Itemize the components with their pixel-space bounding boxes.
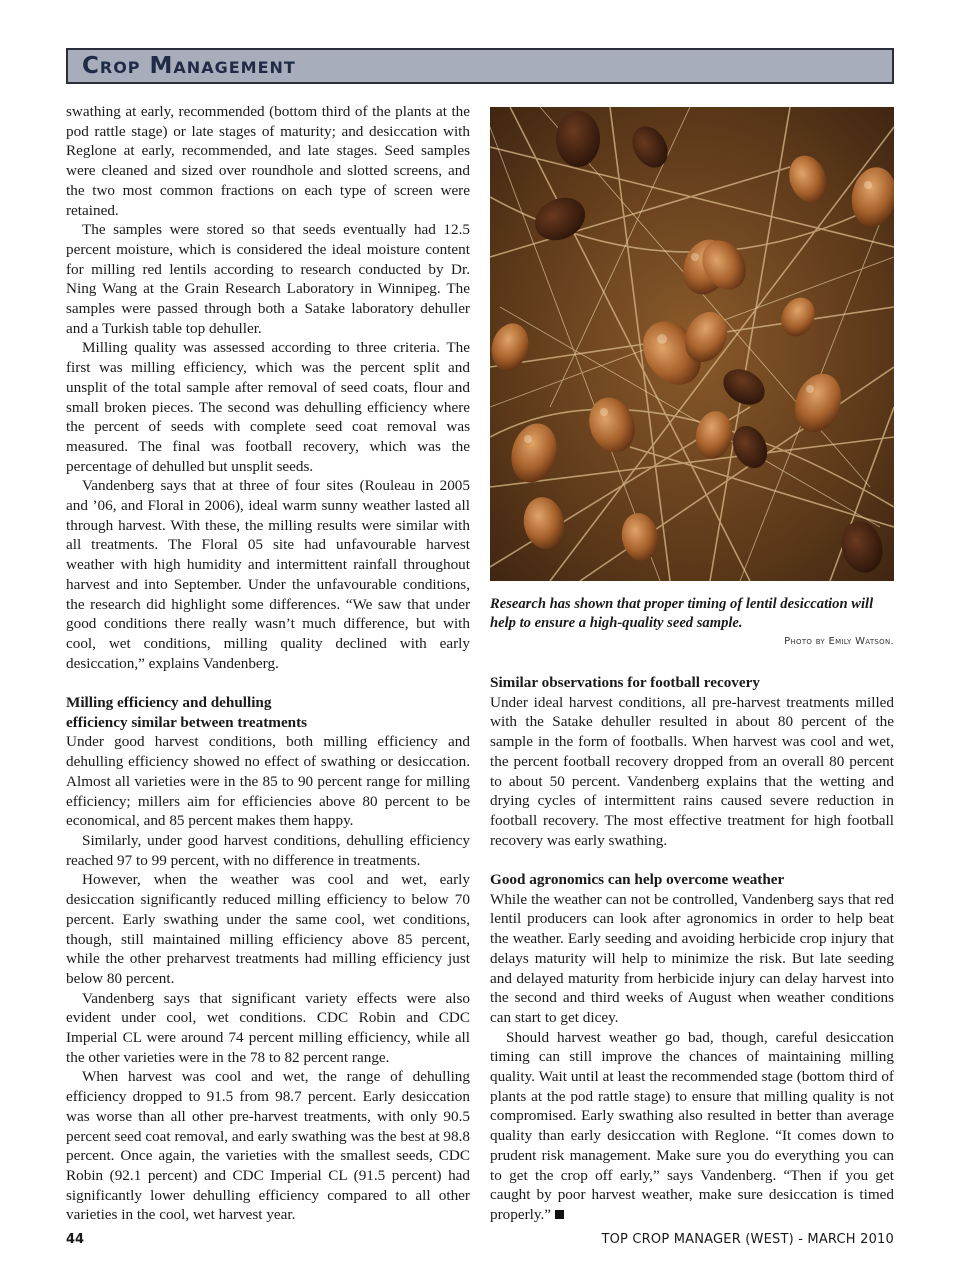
section-banner (66, 48, 894, 84)
paragraph: Vandenberg says that at three of four sites (Rouleau in 2005 and ’06, and Floral in 2006), ideal warm sunny weather lasted all through harvest. With these, the milling results were similar with all treatments. The Floral 05 site had unfavourable harvest weather with high humidity and intermittent rainfall throughout harvest and into September. Under the unfavourable conditions, the research did highlight some differences. “We saw that under good conditions there really wasn’t much difference, but with cool, wet conditions, milling quality declined with early desiccation,” explains Vandenberg. (66, 477, 470, 672)
paragraph: Milling quality was assessed according to three criteria. The first was milling efficiency, which was the percent split and unsplit of the total sample after removal of seed coats, flour and small broken pieces. The second was dehulling efficiency where the percent of seeds with complete seed coat removal was measured. The final was football recovery, which was the percentage of dehulled but unsplit seeds. (66, 339, 470, 475)
paragraph: swathing at early, recommended (bottom third of the plants at the pod rattle stage) or late stages of maturity; and desiccation with Reglone at early, recommended, and late stages. Seed samples were cleaned and sized over roundhole and slotted screens, and the two most common fractions on each type of screen were retained. (66, 103, 470, 219)
subheading-good-agronomics: Good agronomics can help overcome weather (490, 871, 785, 889)
paragraph: Similarly, under good harvest conditions, dehulling efficiency reached 97 to 99 percent, with no difference in treatments. (66, 832, 470, 869)
paragraph: The samples were stored so that seeds eventually had 12.5 percent moisture, which is considered the ideal moisture content for milling red lentils according to research conducted by Dr. Ning Wang at the Grain Research Laboratory in Winnipeg. The samples were passed through both a Satake laboratory dehuller and a Turkish table top dehuller. (66, 221, 470, 337)
section-title: Crop Management (82, 53, 296, 79)
paragraph: When harvest was cool and wet, the range of dehulling efficiency dropped to 91.5 from 98.7 percent. Early desiccation was worse than all other pre-harvest treatments, with only 90.5 percent seed coat removal, and early swathing was the best at 98.8 percent. Once again, the varieties with the smallest seeds, CDC Robin (92.1 percent) and CDC Imperial CL (91.5 percent) had significantly lower dehulling efficiency compared to all other varieties in the cool, wet harvest year. (66, 1068, 470, 1224)
photo-credit: Photo by Emily Watson. (784, 636, 894, 647)
page-number: 44 (66, 1232, 85, 1247)
paragraph: Under ideal harvest conditions, all pre-harvest treatments milled with the Satake dehuller resulted in about 80 percent of the sample in the form of footballs. When harvest was cool and wet, the percent football recovery dropped from an overall 80 percent to about 50 percent. Vandenberg explains that the wetting and drying cycles of intermittent rains caused severe reduction in football recovery. The most effective treatment for high football recovery was early swathing. (490, 693, 894, 849)
subheading-football-recovery: Similar observations for football recovery (490, 674, 760, 691)
photo-caption: Research has shown that proper timing of lentil desiccation will help to ensure a high-quality seed sample. (490, 596, 874, 631)
end-of-article-mark (555, 1210, 564, 1219)
paragraph: While the weather can not be controlled, Vandenberg says that red lentil producers can look after agronomics in order to help beat the weather. Early seeding and avoiding herbicide crop injury that delays maturity will help to minimize the risk. But late seeding and delayed maturity from herbicide injury can delay harvest into the second and third weeks of August when weather conditions can start to get dicey. (490, 890, 894, 1026)
right-column (490, 673, 894, 1225)
paragraph: Under good harvest conditions, both milling efficiency and dehulling efficiency showed no effect of swathing or desiccation. Almost all varieties were in the 85 to 90 percent range for milling efficiency; millers aim for efficiencies above 80 percent to be economical, and 85 percent makes them happy. (66, 733, 470, 830)
magazine-issue: TOP CROP MANAGER (WEST) - MARCH 2010 (601, 1232, 894, 1247)
subheading-milling-efficiency: Milling efficiency and dehulling efficiency similar between treatments (66, 694, 308, 731)
lentil-photo-illustration (490, 107, 894, 581)
lentil-pods-photo (490, 107, 894, 581)
left-column (66, 102, 470, 1225)
paragraph: However, when the weather was cool and wet, early desiccation significantly reduced milling efficiency to below 70 percent. Early swathing under the same cool, wet conditions, though, still maintained milling efficiency above 85 percent, while the other preharvest treatments had milling efficiency just below 80 percent. (66, 871, 470, 987)
paragraph: Vandenberg says that significant variety effects were also evident under cool, wet conditions. CDC Robin and CDC Imperial CL were around 74 percent milling efficiency, while all the other varieties were in the 78 to 82 percent range. (66, 989, 470, 1066)
paragraph: Should harvest weather go bad, though, careful desiccation timing can still improve the chances of maintaining milling quality. Wait until at least the recommended stage (bottom third of plants at the pod rattle stage) to ensure that milling quality is not compromised. Early swathing also resulted in better than average quality than early desiccation with Reglone. “It comes down to prudent risk management. Make sure you do everything you can to get the crop off early,” says Vandenberg. “Then if you get caught by poor harvest weather, make sure desiccation is timed properly.” (490, 1028, 894, 1223)
